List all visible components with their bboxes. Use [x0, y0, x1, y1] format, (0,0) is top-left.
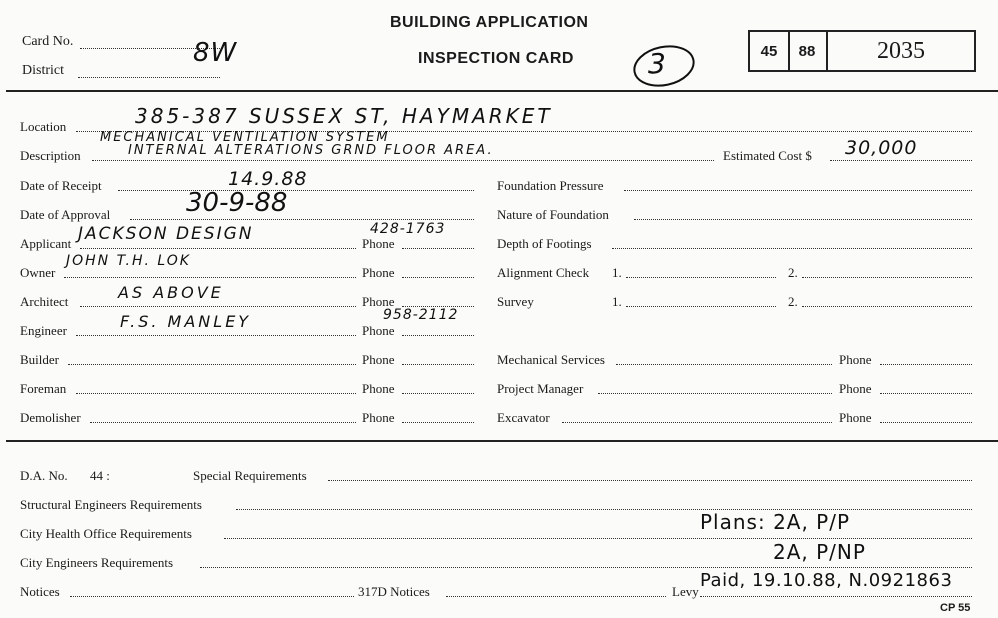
approval-line — [130, 219, 474, 220]
health-requirements-label: City Health Office Requirements — [20, 526, 192, 541]
project-manager-phone-line — [880, 393, 972, 394]
notices-line — [70, 596, 354, 597]
alignment-num-2: 2. — [788, 265, 798, 280]
survey-line-2 — [802, 306, 972, 307]
builder-label: Builder — [20, 352, 59, 367]
engineer-value: F.S. MANLEY — [120, 312, 252, 331]
nature-foundation-label: Nature of Foundation — [497, 207, 609, 222]
description-value-2: INTERNAL ALTERATIONS GRND FLOOR AREA. — [128, 143, 494, 158]
receipt-value: 14.9.88 — [228, 168, 308, 190]
excavator-phone-label: Phone — [839, 410, 872, 425]
approval-label: Date of Approval — [20, 207, 111, 222]
builder-phone-label: Phone — [362, 352, 395, 367]
survey-num-2: 2. — [788, 294, 798, 309]
card-no-value: 8W — [193, 38, 238, 68]
levy-label: Levy — [672, 584, 699, 599]
alignment-line-1 — [626, 277, 776, 278]
excavator-line — [562, 422, 832, 423]
project-manager-label: Project Manager — [497, 381, 584, 396]
architect-phone-label: Phone — [362, 294, 395, 309]
mech-services-phone-line — [880, 364, 972, 365]
nature-foundation-line — [634, 219, 972, 220]
description-label: Description — [20, 148, 81, 163]
demolisher-phone-label: Phone — [362, 410, 395, 425]
architect-line — [80, 306, 356, 307]
city-eng-requirements-label: City Engineers Requirements — [20, 555, 174, 570]
depth-footings-label: Depth of Footings — [497, 236, 592, 251]
applicant-label: Applicant — [20, 236, 72, 251]
applicant-value: JACKSON DESIGN — [78, 224, 254, 244]
survey-line-1 — [626, 306, 776, 307]
receipt-label: Date of Receipt — [20, 178, 102, 193]
project-manager-line — [598, 393, 832, 394]
engineer-phone-label: Phone — [362, 323, 395, 338]
notices-317d-label: 317D Notices — [358, 584, 430, 599]
location-label: Location — [20, 119, 67, 134]
applicant-line — [80, 248, 356, 249]
architect-value: AS ABOVE — [118, 283, 224, 302]
special-requirements-line — [328, 480, 972, 481]
alignment-line-2 — [802, 277, 972, 278]
receipt-line — [118, 190, 474, 191]
survey-label: Survey — [497, 294, 534, 309]
estimated-cost-label: Estimated Cost $ — [723, 148, 812, 163]
foundation-pressure-label: Foundation Pressure — [497, 178, 604, 193]
city-eng-requirements-value: 2A, P/NP — [773, 540, 866, 564]
foreman-phone-label: Phone — [362, 381, 395, 396]
demolisher-line — [90, 422, 356, 423]
foundation-pressure-line — [624, 190, 972, 191]
excavator-phone-line — [880, 422, 972, 423]
builder-phone-line — [402, 364, 474, 365]
foreman-line — [76, 393, 356, 394]
location-value: 385-387 SUSSEX ST, HAYMARKET — [135, 104, 553, 128]
notices-317d-line — [446, 596, 666, 597]
estimated-cost-value: 30,000 — [845, 137, 918, 159]
card-box-1: 45 — [748, 30, 790, 72]
header-rule — [6, 90, 998, 92]
card-box-3: 2035 — [828, 30, 976, 72]
structural-requirements-label: Structural Engineers Requirements — [20, 497, 202, 512]
owner-phone-label: Phone — [362, 265, 395, 280]
owner-value: JOHN T.H. LOK — [66, 253, 191, 269]
form-code: CP 55 — [940, 602, 971, 614]
notices-label: Notices — [20, 584, 60, 599]
foreman-phone-line — [402, 393, 474, 394]
project-manager-phone-label: Phone — [839, 381, 872, 396]
owner-line — [64, 277, 356, 278]
owner-phone-line — [402, 277, 474, 278]
engineer-phone: 958-2112 — [383, 307, 459, 323]
health-requirements-value: Plans: 2A, P/P — [700, 510, 851, 534]
city-eng-requirements-line — [200, 567, 972, 568]
card-box-2: 88 — [788, 30, 828, 72]
structural-requirements-line — [236, 509, 972, 510]
engineer-phone-line — [402, 335, 474, 336]
applicant-phone-line — [402, 248, 474, 249]
approval-value: 30-9-88 — [186, 188, 288, 218]
special-requirements-label: Special Requirements — [193, 468, 307, 483]
demolisher-phone-line — [402, 422, 474, 423]
levy-line — [700, 596, 972, 597]
health-requirements-line — [224, 538, 972, 539]
estimated-cost-line — [830, 160, 972, 161]
da-no-label: D.A. No. — [20, 468, 68, 483]
description-line — [92, 160, 714, 161]
district-line — [78, 77, 220, 78]
builder-line — [68, 364, 356, 365]
engineer-label: Engineer — [20, 323, 67, 338]
alignment-num-1: 1. — [612, 265, 622, 280]
levy-value: Paid, 19.10.88, N.0921863 — [700, 570, 953, 591]
card-no-label: Card No. — [22, 34, 74, 49]
owner-label: Owner — [20, 265, 56, 280]
title-line-1: BUILDING APPLICATION — [390, 14, 589, 31]
applicant-phone: 428-1763 — [370, 221, 446, 237]
foreman-label: Foreman — [20, 381, 67, 396]
district-label: District — [22, 63, 64, 78]
applicant-phone-label: Phone — [362, 236, 395, 251]
demolisher-label: Demolisher — [20, 410, 81, 425]
survey-num-1: 1. — [612, 294, 622, 309]
depth-footings-line — [612, 248, 972, 249]
mech-services-label: Mechanical Services — [497, 352, 605, 367]
section-rule — [6, 440, 998, 442]
mech-services-phone-label: Phone — [839, 352, 872, 367]
mech-services-line — [616, 364, 832, 365]
alignment-label: Alignment Check — [497, 265, 590, 280]
excavator-label: Excavator — [497, 410, 550, 425]
description-value-1: MECHANICAL VENTILATION SYSTEM — [100, 130, 390, 145]
circled-number: 3 — [648, 47, 667, 80]
architect-label: Architect — [20, 294, 69, 309]
da-no-value: 44 : — [90, 468, 110, 483]
title-line-2: INSPECTION CARD — [418, 50, 574, 67]
engineer-line — [76, 335, 356, 336]
